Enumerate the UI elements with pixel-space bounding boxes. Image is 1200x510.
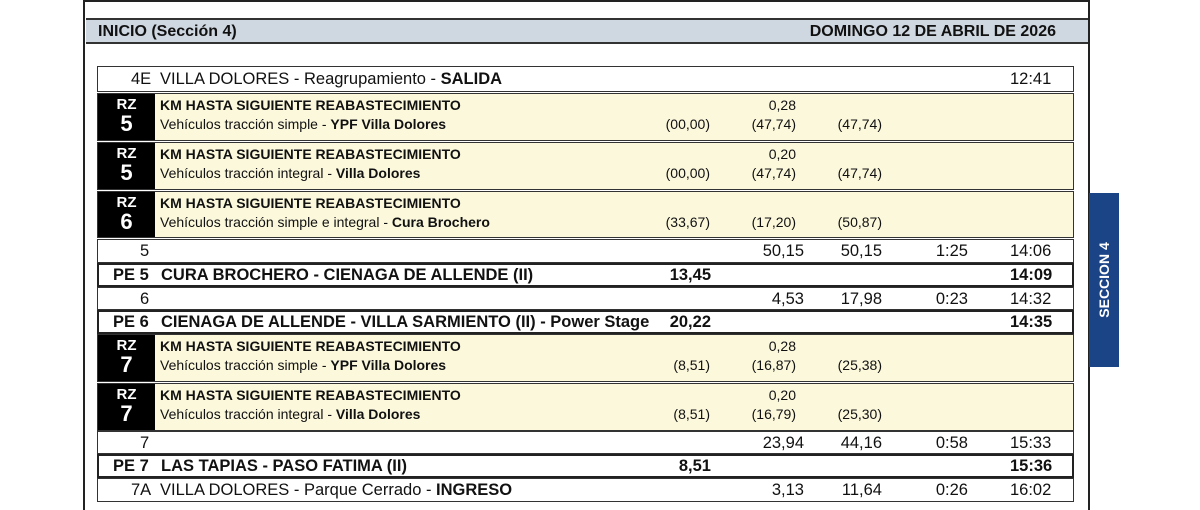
rz-number: 5: [120, 160, 133, 185]
place-desc: - Reagrupamiento -: [289, 70, 441, 88]
section-side-tab: [1089, 193, 1119, 367]
stage-km: 20,22: [669, 313, 711, 331]
stage-code: PE 7: [113, 457, 149, 475]
refuel-c: (25,30): [837, 406, 882, 422]
rz-tag: RZ: [116, 337, 137, 354]
stage-km: 8,51: [678, 457, 711, 475]
refuel-a: (8,51): [673, 357, 710, 373]
refuel-vehicle-type: Vehículos tracción simple -: [160, 116, 331, 132]
time-cell: 14:09: [1010, 266, 1053, 284]
rz-tag: RZ: [116, 386, 137, 403]
refuel-row: [97, 383, 1074, 431]
page-top-border: [83, 0, 1090, 2]
tc-code: 7: [140, 434, 150, 452]
rz-badge: [98, 94, 155, 140]
rz-badge: [98, 335, 155, 381]
time-cell: 12:41: [1010, 70, 1052, 88]
refuel-b-top: 0,28: [768, 338, 796, 354]
time-cell: 14:32: [1010, 290, 1052, 308]
target-time: 0:23: [935, 290, 968, 308]
itinerary-row-5: [97, 239, 1074, 263]
stage-km: 13,45: [669, 266, 711, 284]
refuel-title: KM HASTA SIGUIENTE REABASTECIMIENTO: [160, 387, 461, 403]
refuel-b-top: 0,20: [768, 146, 796, 162]
tc-code: 6: [140, 290, 150, 308]
time-cell: 14:06: [1010, 242, 1052, 260]
refuel-location: YPF Villa Dolores: [330, 357, 447, 373]
total-km: 44,16: [840, 434, 882, 452]
rz-badge: [98, 143, 155, 189]
refuel-location: Villa Dolores: [335, 165, 421, 181]
refuel-row: [97, 142, 1074, 190]
refuel-vehicle-type: Vehículos tracción integral -: [160, 406, 336, 422]
refuel-c: (47,74): [837, 116, 882, 132]
target-time: 0:26: [935, 481, 968, 499]
row-desc: [160, 481, 512, 500]
target-time: 1:25: [935, 242, 968, 260]
total-km: 50,15: [840, 242, 882, 260]
rz-tag: RZ: [116, 145, 137, 162]
stage-code: PE 5: [113, 266, 149, 284]
rz-number: 7: [120, 352, 133, 377]
refuel-a: (33,67): [665, 214, 710, 230]
refuel-b: (16,87): [751, 357, 796, 373]
itinerary-row-7: [97, 431, 1074, 454]
time-cell: 14:35: [1010, 313, 1053, 331]
place-name: VILLA DOLORES: [160, 70, 290, 88]
refuel-location: YPF Villa Dolores: [330, 116, 447, 132]
refuel-subtitle: [160, 116, 446, 132]
stage-row-pe7: [97, 454, 1074, 478]
liaison-km: 23,94: [762, 434, 804, 452]
stage-code: PE 6: [113, 313, 149, 331]
stage-row-pe6: [97, 310, 1074, 334]
refuel-location: Cura Brochero: [391, 214, 490, 230]
refuel-vehicle-type: Vehículos tracción simple e integral -: [160, 214, 392, 230]
refuel-vehicle-type: Vehículos tracción simple -: [160, 357, 331, 373]
refuel-subtitle: [160, 406, 420, 422]
place-name: VILLA DOLORES: [160, 481, 290, 499]
section-start-label: INICIO (Sección 4): [98, 23, 237, 40]
refuel-b: (47,74): [751, 116, 796, 132]
time-cell: 15:36: [1010, 457, 1053, 475]
time-cell: 15:33: [1010, 434, 1052, 452]
place-action: INGRESO: [436, 481, 513, 499]
date-label: DOMINGO 12 DE ABRIL DE 2026: [809, 23, 1056, 40]
tc-code: 7A: [131, 481, 152, 499]
refuel-subtitle: [160, 357, 446, 373]
liaison-km: 50,15: [762, 242, 804, 260]
liaison-km: 3,13: [771, 481, 804, 499]
refuel-b: (16,79): [751, 406, 796, 422]
refuel-b-top: 0,20: [768, 387, 796, 403]
refuel-b: (47,74): [751, 165, 796, 181]
rz-badge: [98, 192, 155, 237]
stage-name: LAS TAPIAS - PASO FATIMA (II): [161, 457, 407, 475]
refuel-title: KM HASTA SIGUIENTE REABASTECIMIENTO: [160, 146, 461, 162]
liaison-km: 4,53: [771, 290, 804, 308]
row-desc: [160, 70, 502, 89]
time-cell: 16:02: [1010, 481, 1052, 499]
stage-row-pe5: [97, 263, 1074, 287]
total-km: 17,98: [840, 290, 882, 308]
refuel-b-top: 0,28: [768, 97, 796, 113]
rz-tag: RZ: [116, 194, 137, 211]
place-action: SALIDA: [440, 70, 503, 88]
itinerary-row-6: [97, 287, 1074, 310]
refuel-c: (47,74): [837, 165, 882, 181]
itinerary-row-7a: [97, 478, 1074, 502]
refuel-b: (17,20): [751, 214, 796, 230]
refuel-c: (50,87): [837, 214, 882, 230]
refuel-row: [97, 93, 1074, 141]
refuel-subtitle: [160, 165, 420, 181]
section-header: [86, 18, 1088, 44]
refuel-title: KM HASTA SIGUIENTE REABASTECIMIENTO: [160, 338, 461, 354]
section-side-tab-label: SECCION 4: [1096, 242, 1112, 318]
place-desc: - Parque Cerrado -: [289, 481, 437, 499]
rz-tag: RZ: [116, 96, 137, 113]
refuel-location: Villa Dolores: [335, 406, 421, 422]
refuel-a: (00,00): [665, 165, 710, 181]
refuel-title: KM HASTA SIGUIENTE REABASTECIMIENTO: [160, 97, 461, 113]
tc-code: 4E: [131, 70, 152, 88]
rz-number: 5: [120, 111, 133, 136]
rz-badge: [98, 384, 155, 430]
stage-name: CIENAGA DE ALLENDE - VILLA SARMIENTO (II) - Power Stage: [161, 313, 650, 331]
target-time: 0:58: [935, 434, 968, 452]
refuel-a: (00,00): [665, 116, 710, 132]
rz-number: 6: [120, 209, 133, 234]
refuel-vehicle-type: Vehículos tracción integral -: [160, 165, 336, 181]
refuel-row: [97, 191, 1074, 238]
refuel-row: [97, 334, 1074, 382]
total-km: 11,64: [841, 481, 882, 499]
refuel-c: (25,38): [837, 357, 882, 373]
refuel-title: KM HASTA SIGUIENTE REABASTECIMIENTO: [160, 195, 461, 211]
refuel-a: (8,51): [673, 406, 710, 422]
refuel-subtitle: [160, 214, 490, 230]
rz-number: 7: [120, 401, 133, 426]
stage-name: CURA BROCHERO - CIENAGA DE ALLENDE (II): [161, 266, 534, 284]
tc-code: 5: [140, 242, 150, 260]
page-left-border: [83, 0, 85, 510]
itinerary-row-4e: [97, 66, 1074, 92]
